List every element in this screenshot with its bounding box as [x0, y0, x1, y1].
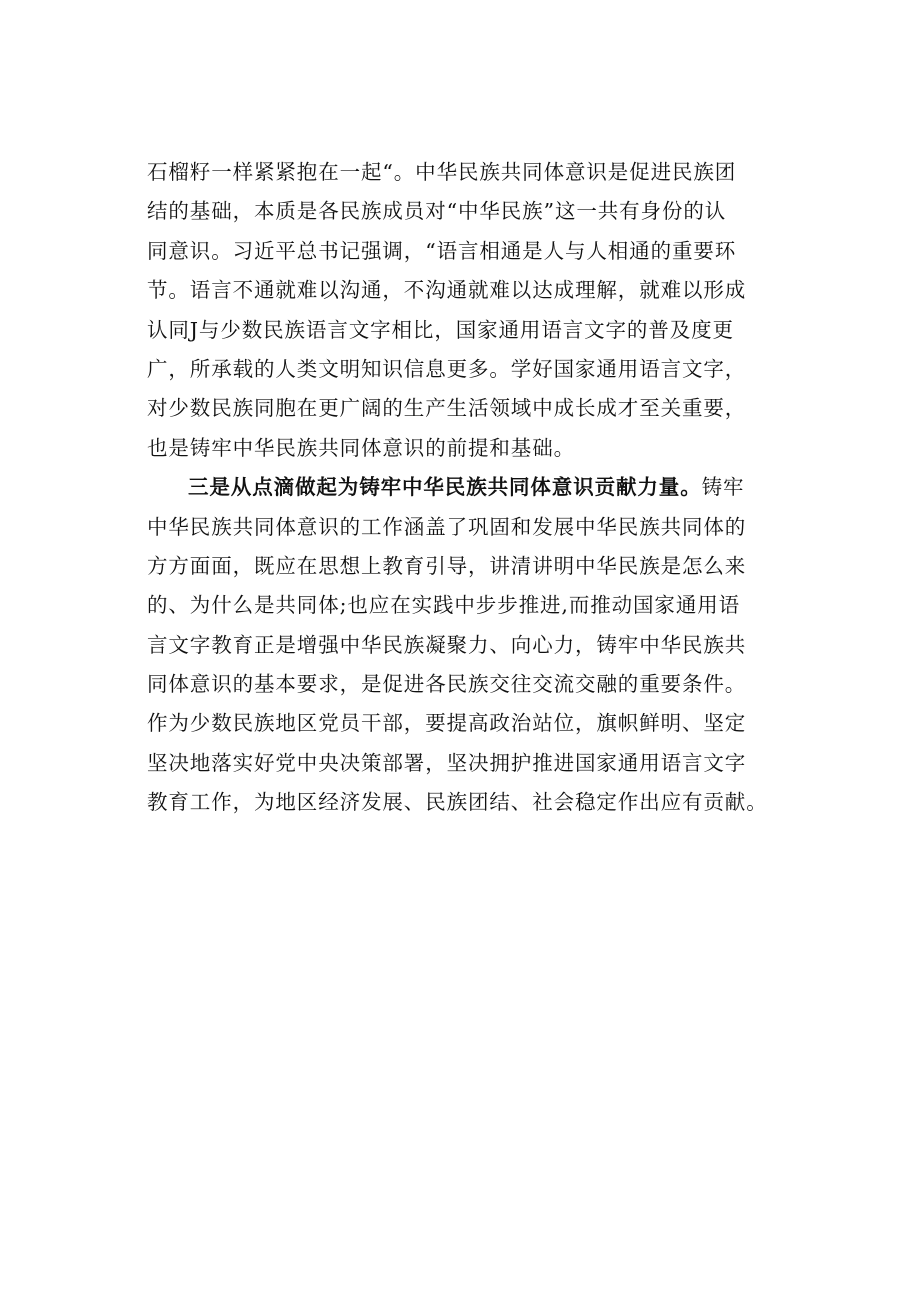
text-line: 作为少数民族地区党员干部，要提高政治站位，旗帜鲜明、坚定 — [147, 711, 747, 736]
text-line: 言文字教育正是增强中华民族凝聚力、向心力，铸牢中华民族共 — [147, 632, 747, 657]
paragraph-heading: 三是从点滴做起为铸牢中华民族共同体意识贡献力量。 — [188, 475, 702, 500]
paragraph-2 — [147, 468, 827, 823]
text-line: 同意识。习近平总书记强调，“语言相通是人与人相通的重要环 — [147, 238, 737, 263]
body-text — [147, 153, 827, 823]
text-line: 的、为什么是共同体;也应在实践中步步推进,而推动国家通用语 — [147, 593, 741, 618]
paragraph-1 — [147, 153, 827, 468]
text-line: 结的基础，本质是各民族成员对“中华民族”这一共有身份的认 — [147, 199, 727, 224]
text-line: 中华民族共同体意识的工作涵盖了巩固和发展中华民族共同体的 — [147, 514, 747, 539]
text-line: 方方面面，既应在思想上教育引导，讲清讲明中华民族是怎么来 — [147, 553, 747, 578]
text-line: 也是铸牢中华民族共同体意识的前提和基础。 — [147, 435, 575, 460]
text-line: 教育工作，为地区经济发展、民族团结、社会稳定作出应有贡献。 — [147, 790, 768, 815]
text-line: 坚决地落实好党中央决策部署，坚决拥护推进国家通用语言文字 — [147, 750, 747, 775]
text-run: 铸牢 — [701, 475, 745, 500]
text-line: 节。语言不通就难以沟通，不沟通就难以达成理解，就难以形成 — [147, 278, 747, 303]
text-line: 广，所承载的人类文明知识信息更多。学好国家通用语言文字， — [147, 356, 747, 381]
paragraph-2-first-line — [147, 468, 827, 507]
text-line: 对少数民族同胞在更广阔的生产生活领域中成长成才至关重要， — [147, 396, 747, 421]
text-line: 石榴籽一样紧紧抱在一起“。中华民族共同体意识是促进民族团 — [147, 160, 737, 184]
text-line: 同体意识的基本要求，是促进各民族交往交流交融的重要条件。 — [147, 672, 747, 697]
text-line: 认同J与少数民族语言文字相比，国家通用语言文字的普及度更 — [147, 317, 734, 342]
